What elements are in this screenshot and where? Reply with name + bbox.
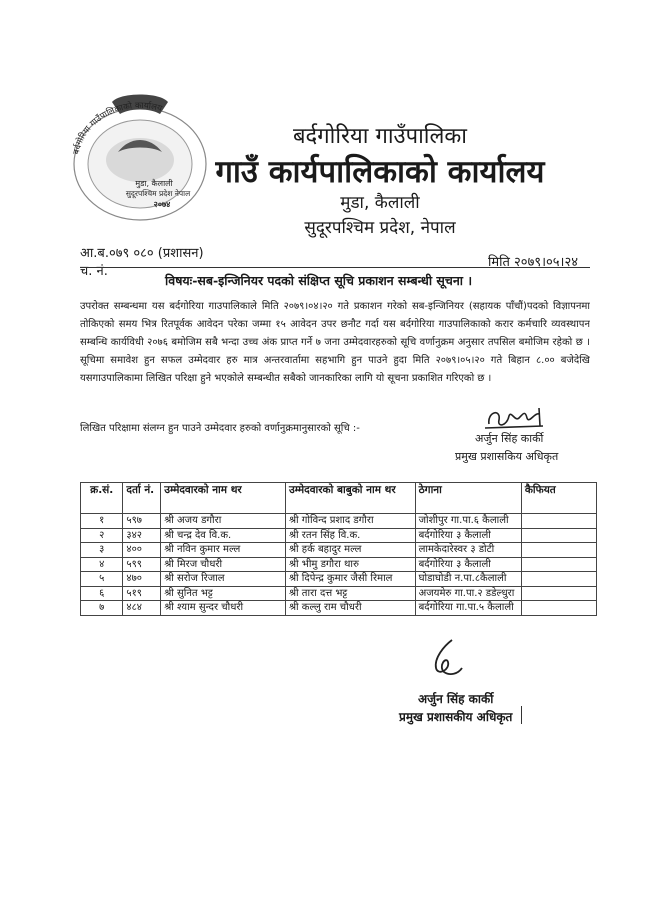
- cell-sn: ३: [81, 543, 123, 558]
- signature-mark: [426, 636, 466, 678]
- cell-reg: ४००: [123, 543, 161, 558]
- table-row: [81, 572, 597, 587]
- cell-remarks: [521, 514, 596, 529]
- col-address: ठेगाना: [415, 483, 521, 514]
- signatory-name: अर्जुन सिंह कार्की: [418, 692, 494, 706]
- cell-sn: १: [81, 514, 123, 529]
- col-serial-number: क्र.सं.: [81, 483, 123, 514]
- cell-address: अजयमेरु गा.पा.२ डडेल्धुरा: [415, 586, 521, 601]
- cell-remarks: [521, 543, 596, 558]
- cell-name: श्री सुनित भट्ट: [161, 586, 286, 601]
- cell-remarks: [521, 572, 596, 587]
- cell-father: श्री गोविन्द प्रशाद डगौरा: [285, 514, 415, 529]
- candidate-list-intro: लिखित परिक्षामा संलग्न हुन पाउने उम्मेदवार हरुको वर्णानुक्रमानुसारको सूचि :-: [80, 423, 360, 434]
- cell-reg: ५१९: [123, 586, 161, 601]
- cell-sn: ७: [81, 601, 123, 616]
- table-row: [81, 514, 597, 529]
- cell-father: श्री रतन सिंह वि.क.: [285, 528, 415, 543]
- cell-father: श्री तारा दत्त भट्ट: [285, 586, 415, 601]
- col-registration-number: दर्ता नं.: [123, 483, 161, 514]
- notice-subject: विषयः-सब-इन्जिनियर पदको संक्षिप्त सूचि प्रकाशन सम्बन्धी सूचना ।: [165, 273, 473, 288]
- office-province: सुदूरपश्चिम प्रदेश, नेपाल: [304, 218, 456, 238]
- cell-sn: २: [81, 528, 123, 543]
- cell-address: बर्दगोरिया ३ कैलाली: [415, 528, 521, 543]
- table-row: [81, 601, 597, 616]
- cell-remarks: [521, 557, 596, 572]
- cell-name: श्री श्याम सुन्दर चौधरी: [161, 601, 286, 616]
- cell-address: जोशीपुर गा.पा.६ कैलाली: [415, 514, 521, 529]
- signature-side-mark: [521, 706, 522, 724]
- table-header-row: [81, 483, 597, 514]
- cell-father: श्री दिपेन्द्र कुमार जैसी रिमाल: [285, 572, 415, 587]
- cell-address: लामकेदारेस्वर ३ डोटी: [415, 543, 521, 558]
- seal-ring-text: बर्दगोरिया गाउँपालिकाको कार्यालय: [71, 100, 164, 156]
- col-candidate-name: उम्मेदवारको नाम थर: [161, 483, 286, 514]
- cell-reg: ३४२: [123, 528, 161, 543]
- candidate-table: [80, 482, 597, 616]
- cell-reg: ४८४: [123, 601, 161, 616]
- cell-name: श्री मिरज चौधरी: [161, 557, 286, 572]
- cell-father: श्री कल्लु राम चौधरी: [285, 601, 415, 616]
- office-name: गाउँ कार्यपालिकाको कार्यालय: [215, 154, 545, 190]
- col-father-name: उम्मेदवारको बाबुको नाम थर: [285, 483, 415, 514]
- table-row: [81, 586, 597, 601]
- cell-reg: ५९७: [123, 514, 161, 529]
- table-row: [81, 528, 597, 543]
- signatory-name: अर्जुन सिंह कार्की: [475, 432, 544, 445]
- fiscal-year: आ.ब.०७९ ०८० (प्रशासन): [80, 246, 204, 261]
- cell-address: बर्दगोरिया ३ कैलाली: [415, 557, 521, 572]
- table-row: [81, 557, 597, 572]
- signature-mark: [483, 404, 553, 432]
- notice-date: मिति २०७९।०५।२४: [488, 255, 578, 270]
- cell-reg: ४७०: [123, 572, 161, 587]
- table-row: [81, 543, 597, 558]
- header-divider: [80, 267, 590, 268]
- reference-number: च. नं.: [80, 264, 108, 279]
- cell-remarks: [521, 528, 596, 543]
- municipality-name: बर्दगोरिया गाउँपालिका: [292, 124, 468, 149]
- signatory-title: प्रमुख प्रशासकिय अधिकृत: [455, 450, 559, 463]
- cell-father: श्री हर्क बहादुर मल्ल: [285, 543, 415, 558]
- cell-sn: ६: [81, 586, 123, 601]
- cell-name: श्री चन्द्र देव वि.क.: [161, 528, 286, 543]
- cell-sn: ५: [81, 572, 123, 587]
- cell-name: श्री सरोज रिजाल: [161, 572, 286, 587]
- seal-inner-line-1: मुडा, कैलाली: [135, 179, 173, 188]
- seal-inner-line-2: सुदूरपश्चिम प्रदेश नेपाल: [125, 189, 191, 198]
- cell-name: श्री नविन कुमार मल्ल: [161, 543, 286, 558]
- col-remarks: कैफियत: [521, 483, 596, 514]
- cell-father: श्री भीमु डगौरा थारु: [285, 557, 415, 572]
- cell-address: घोडाघोडी न.पा.८कैलाली: [415, 572, 521, 587]
- cell-name: श्री अजय डगौरा: [161, 514, 286, 529]
- signatory-title: प्रमुख प्रशासकीय अधिकृत: [399, 710, 513, 724]
- office-place: मुडा, कैलाली: [340, 193, 420, 213]
- cell-reg: ५९९: [123, 557, 161, 572]
- cell-sn: ४: [81, 557, 123, 572]
- cell-remarks: [521, 586, 596, 601]
- cell-remarks: [521, 601, 596, 616]
- cell-address: बर्दगोरिया गा.पा.५ कैलाली: [415, 601, 521, 616]
- notice-body-paragraph: उपरोक्त सम्बन्धमा यस बर्दगोरिया गाउपालिकाले मिति २०७९।०४।२० गते प्रकाशन गरेको सब-इन्जिनियर (सहायक पाँचौं)पदको विज्ञापनमा तोकिएको समय भित्र रितपूर्वक आवेदन परेका जम्मा १५ आवेदन उपर छनौट गर्दा यस बर्दगोरिया गाउपालिकाको करार कर्मचारि व्यवस्थापन सम्बन्धि कार्यविधी २०७६ बमोजिम सबै भन्दा उच्च अंक प्राप्त गर्ने ७ जना उम्मेदवारहरुको सूचि वर्णानुक्रम अनुसार तपसिल बमोजिम रहेको छ । सूचिमा समावेश हुन सफल उम्मेदवार हरु मात्र अन्तरवार्तामा सहभागि हुन पाउने हुदा मिति २०७९।०५।२० गते बिहान ८.०० बजेदेखि यसगाउपालिकामा लिखित परिक्षा हुने भएकोले सम्बन्धीत सबैको जानकारिका लागि यो सूचना प्रकाशित गरिएको छ ।: [80, 301, 590, 384]
- seal-year: २०७४: [153, 200, 171, 209]
